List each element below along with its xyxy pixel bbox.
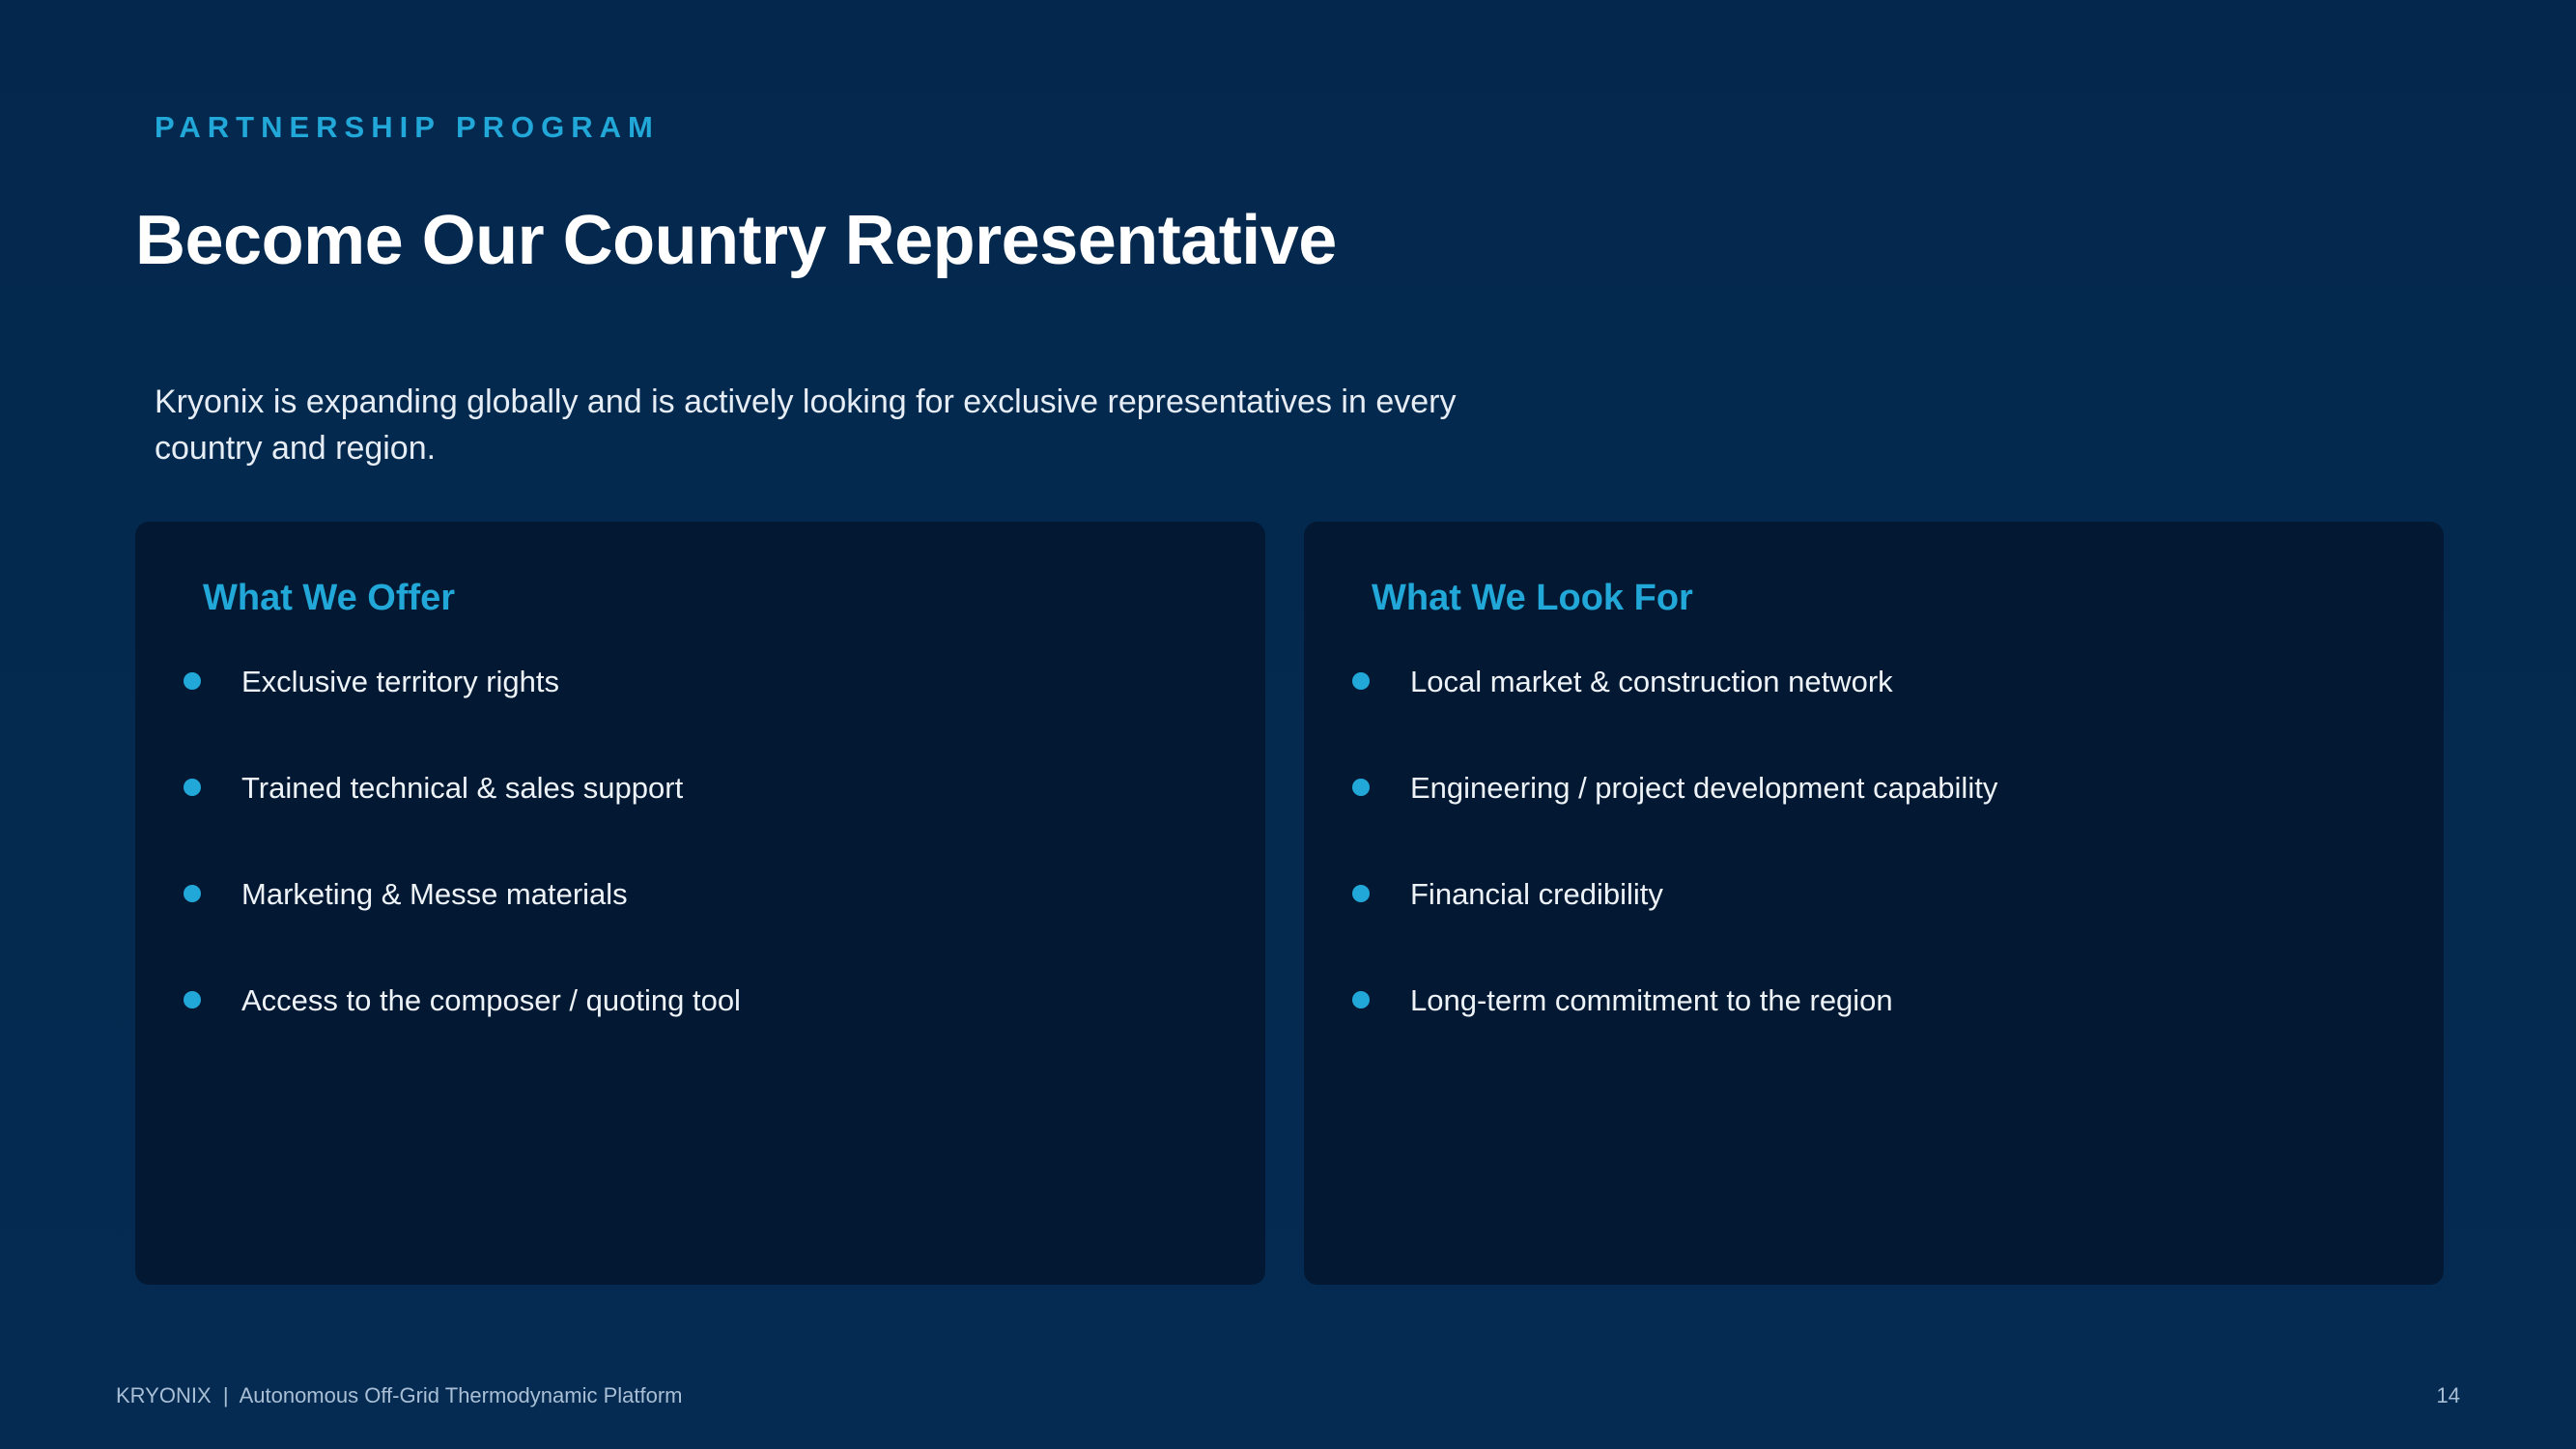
look-for-card [1304, 522, 2444, 1285]
list-item-text: Long-term commitment to the region [1410, 983, 1893, 1017]
offer-card-title: What We Offer [203, 578, 456, 618]
list-item-text: Financial credibility [1410, 877, 1663, 911]
bullet-dot-icon [184, 991, 201, 1009]
bullet-dot-icon [184, 779, 201, 796]
bullet-dot-icon [1352, 885, 1370, 902]
page-title: Become Our Country Representative [135, 202, 1337, 279]
offer-card [135, 522, 1265, 1285]
list-item-text: Trained technical & sales support [241, 771, 684, 805]
bullet-dot-icon [184, 672, 201, 690]
list-item-text: Marketing & Messe materials [241, 877, 628, 911]
bullet-dot-icon [1352, 991, 1370, 1009]
section-eyebrow: PARTNERSHIP PROGRAM [155, 110, 660, 144]
page-number: 14 [2436, 1383, 2460, 1407]
bullet-dot-icon [1352, 672, 1370, 690]
list-item-text: Local market & construction network [1410, 665, 1893, 698]
footer-caption: KRYONIX | Autonomous Off-Grid Thermodynamic Platform [116, 1383, 683, 1407]
list-item-text: Access to the composer / quoting tool [241, 983, 741, 1017]
bullet-dot-icon [184, 885, 201, 902]
list-item-text: Exclusive territory rights [241, 665, 560, 698]
bullet-dot-icon [1352, 779, 1370, 796]
look-for-card-title: What We Look For [1372, 578, 1693, 618]
intro-paragraph: Kryonix is expanding globally and is actively looking for exclusive representatives in every country and region. [155, 384, 1457, 467]
list-item-text: Engineering / project development capability [1410, 771, 1998, 805]
